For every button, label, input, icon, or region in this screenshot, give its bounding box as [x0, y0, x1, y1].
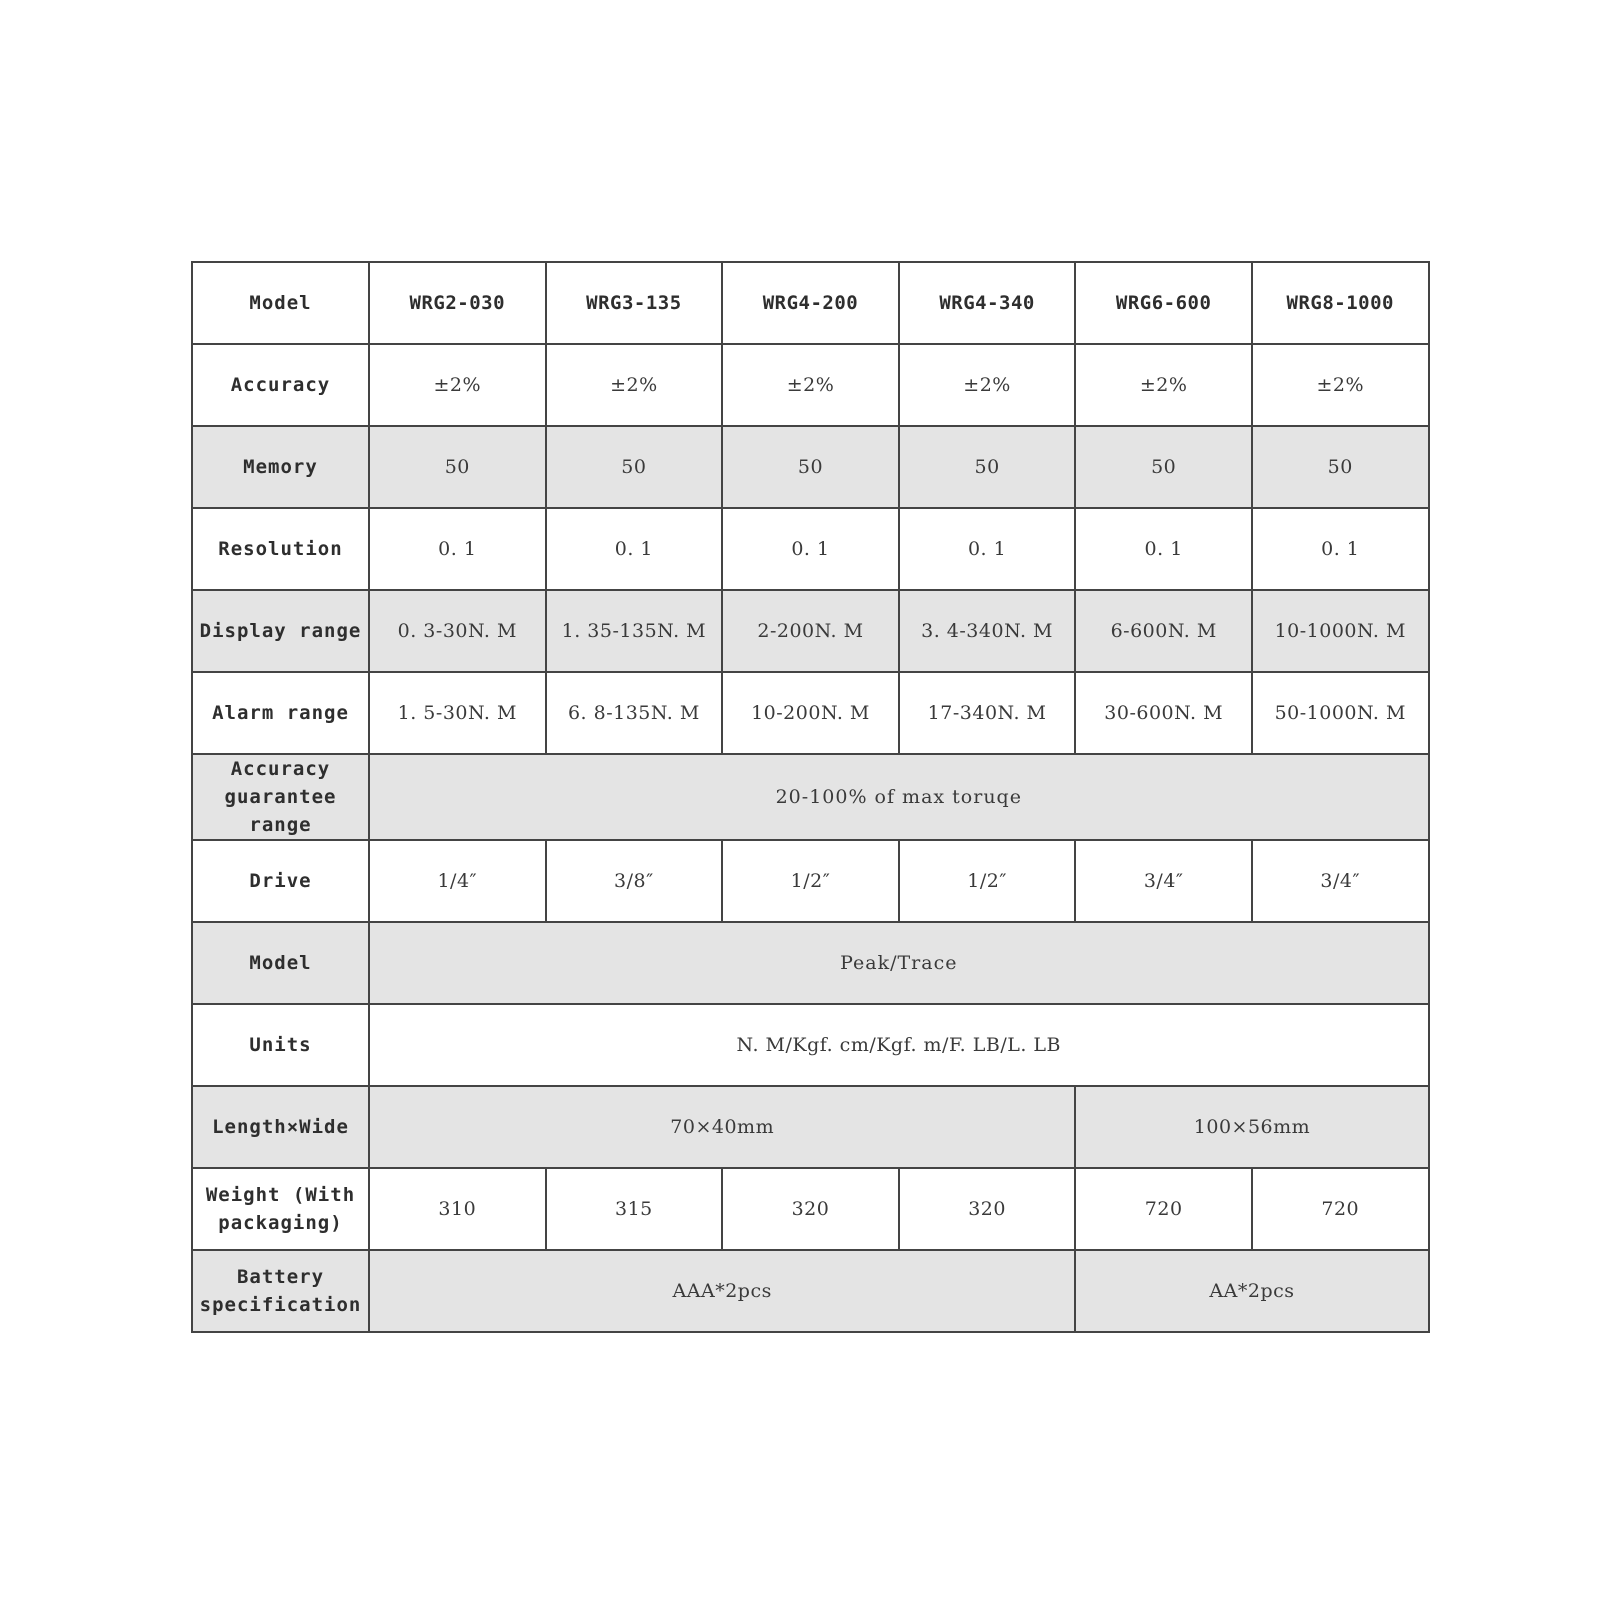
display-range-cell: 10-1000N. M	[1252, 590, 1429, 672]
battery-cell: AA*2pcs	[1075, 1250, 1428, 1332]
resolution-cell: 0. 1	[369, 508, 546, 590]
alarm-range-cell: 1. 5-30N. M	[369, 672, 546, 754]
row-label-battery: Battery specification	[192, 1250, 369, 1332]
accuracy-cell: ±2%	[546, 344, 723, 426]
row-label-model: Model	[192, 262, 369, 344]
display-range-cell: 0. 3-30N. M	[369, 590, 546, 672]
memory-cell: 50	[369, 426, 546, 508]
row-label-size: Length×Wide	[192, 1086, 369, 1168]
units-cell: N. M/Kgf. cm/Kgf. m/F. LB/L. LB	[369, 1004, 1429, 1086]
drive-cell: 3/8″	[546, 840, 723, 922]
table-row-battery	[192, 1250, 1429, 1332]
alarm-range-cell: 6. 8-135N. M	[546, 672, 723, 754]
table-row-resolution	[192, 508, 1429, 590]
drive-cell: 1/4″	[369, 840, 546, 922]
memory-cell: 50	[1075, 426, 1252, 508]
drive-cell: 1/2″	[899, 840, 1076, 922]
table-row-model	[192, 262, 1429, 344]
model-header-cell: WRG4-340	[899, 262, 1076, 344]
table-row-memory	[192, 426, 1429, 508]
spec-table	[191, 261, 1430, 1333]
resolution-cell: 0. 1	[1075, 508, 1252, 590]
row-label-display-range: Display range	[192, 590, 369, 672]
display-range-cell: 2-200N. M	[722, 590, 899, 672]
accuracy-cell: ±2%	[899, 344, 1076, 426]
table-row-accuracy	[192, 344, 1429, 426]
resolution-cell: 0. 1	[722, 508, 899, 590]
accuracy-cell: ±2%	[722, 344, 899, 426]
memory-cell: 50	[722, 426, 899, 508]
accuracy-cell: ±2%	[1075, 344, 1252, 426]
display-range-cell: 3. 4-340N. M	[899, 590, 1076, 672]
resolution-cell: 0. 1	[546, 508, 723, 590]
drive-cell: 1/2″	[722, 840, 899, 922]
weight-cell: 720	[1252, 1168, 1429, 1250]
memory-cell: 50	[1252, 426, 1429, 508]
weight-cell: 310	[369, 1168, 546, 1250]
alarm-range-cell: 50-1000N. M	[1252, 672, 1429, 754]
size-cell: 70×40mm	[369, 1086, 1075, 1168]
memory-cell: 50	[899, 426, 1076, 508]
row-label-units: Units	[192, 1004, 369, 1086]
table-row-units	[192, 1004, 1429, 1086]
accuracy-guarantee-cell: 20-100% of max toruqe	[369, 754, 1429, 840]
table-row-drive	[192, 840, 1429, 922]
table-row-mode	[192, 922, 1429, 1004]
table-row-weight	[192, 1168, 1429, 1250]
resolution-cell: 0. 1	[899, 508, 1076, 590]
alarm-range-cell: 17-340N. M	[899, 672, 1076, 754]
row-label-accuracy: Accuracy	[192, 344, 369, 426]
size-cell: 100×56mm	[1075, 1086, 1428, 1168]
alarm-range-cell: 30-600N. M	[1075, 672, 1252, 754]
table-row-alarm-range	[192, 672, 1429, 754]
model-header-cell: WRG3-135	[546, 262, 723, 344]
row-label-drive: Drive	[192, 840, 369, 922]
table-row-size	[192, 1086, 1429, 1168]
display-range-cell: 6-600N. M	[1075, 590, 1252, 672]
alarm-range-cell: 10-200N. M	[722, 672, 899, 754]
drive-cell: 3/4″	[1075, 840, 1252, 922]
row-label-alarm-range: Alarm range	[192, 672, 369, 754]
model-header-cell: WRG8-1000	[1252, 262, 1429, 344]
row-label-mode: Model	[192, 922, 369, 1004]
row-label-accuracy-guarantee: Accuracy guarantee range	[192, 754, 369, 840]
battery-cell: AAA*2pcs	[369, 1250, 1075, 1332]
memory-cell: 50	[546, 426, 723, 508]
weight-cell: 320	[722, 1168, 899, 1250]
accuracy-cell: ±2%	[369, 344, 546, 426]
table-row-accuracy-guarantee	[192, 754, 1429, 840]
model-header-cell: WRG2-030	[369, 262, 546, 344]
weight-cell: 320	[899, 1168, 1076, 1250]
weight-cell: 315	[546, 1168, 723, 1250]
row-label-resolution: Resolution	[192, 508, 369, 590]
row-label-weight: Weight (With packaging)	[192, 1168, 369, 1250]
drive-cell: 3/4″	[1252, 840, 1429, 922]
table-row-display-range	[192, 590, 1429, 672]
resolution-cell: 0. 1	[1252, 508, 1429, 590]
model-header-cell: WRG4-200	[722, 262, 899, 344]
row-label-memory: Memory	[192, 426, 369, 508]
mode-cell: Peak/Trace	[369, 922, 1429, 1004]
accuracy-cell: ±2%	[1252, 344, 1429, 426]
display-range-cell: 1. 35-135N. M	[546, 590, 723, 672]
weight-cell: 720	[1075, 1168, 1252, 1250]
model-header-cell: WRG6-600	[1075, 262, 1252, 344]
